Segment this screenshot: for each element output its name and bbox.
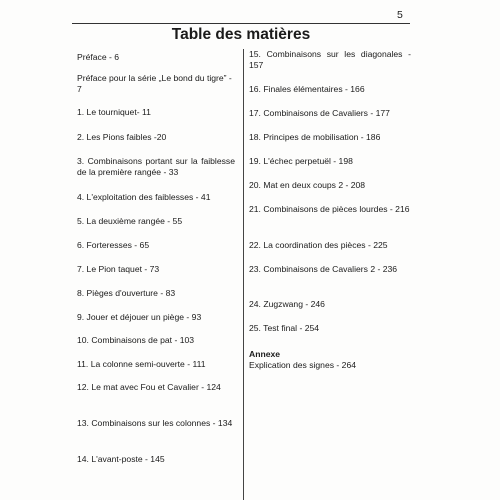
- toc-entry: 1. Le tourniquet- 11: [77, 107, 151, 117]
- toc-entry: 10. Combinaisons de pat - 103: [77, 335, 195, 345]
- toc-entry: 5. La deuxième rangée - 55: [77, 216, 183, 226]
- toc-entry: 25. Test final - 254: [249, 323, 320, 333]
- toc-entry: 15. Combinaisons sur les diagonales - 157: [249, 49, 411, 70]
- toc-entry: Préface - 6: [77, 52, 120, 62]
- toc-entry: 14. L'avant-poste - 145: [77, 454, 165, 464]
- toc-entry: 7. Le Pion taquet - 73: [77, 264, 160, 274]
- toc-entry: 24. Zugzwang - 246: [249, 299, 325, 309]
- toc-entry: 8. Pièges d'ouverture - 83: [77, 288, 176, 298]
- header-rule: [72, 23, 410, 24]
- page-number: 5: [397, 9, 403, 21]
- page-title: Table des matières: [171, 26, 311, 43]
- toc-entry: 23. Combinaisons de Cavaliers 2 - 236: [249, 264, 398, 274]
- toc-entry: 6. Forteresses - 65: [77, 240, 150, 250]
- toc-entry: 9. Jouer et déjouer un piège - 93: [77, 312, 202, 322]
- annex-entry: Explication des signes - 264: [249, 360, 357, 370]
- toc-entry: 22. La coordination des pièces - 225: [249, 240, 388, 250]
- toc-entry: 11. La colonne semi-ouverte - 111: [77, 359, 206, 369]
- toc-entry: 21. Combinaisons de pièces lourdes - 216: [249, 204, 410, 214]
- toc-entry: 4. L'exploitation des faiblesses - 41: [77, 192, 211, 202]
- toc-entry: 2. Les Pions faibles -20: [77, 132, 167, 142]
- toc-entry: 18. Principes de mobilisation - 186: [249, 132, 381, 142]
- column-divider: [243, 49, 244, 500]
- toc-entry: 16. Finales élémentaires - 166: [249, 84, 365, 94]
- toc-entry: 3. Combinaisons portant sur la faiblesse de la première rangée - 33: [77, 156, 235, 177]
- toc-entry: 20. Mat en deux coups 2 - 208: [249, 180, 366, 190]
- toc-entry: 12. Le mat avec Fou et Cavalier - 124: [77, 382, 221, 392]
- annex-heading: Annexe: [249, 349, 281, 359]
- toc-entry: 17. Combinaisons de Cavaliers - 177: [249, 108, 390, 118]
- toc-entry: 13. Combinaisons sur les colonnes - 134: [77, 418, 233, 428]
- toc-entry: Préface pour la série „Le bond du tigre” - 7: [77, 73, 232, 94]
- toc-entry: 19. L'échec perpetuël - 198: [249, 156, 353, 166]
